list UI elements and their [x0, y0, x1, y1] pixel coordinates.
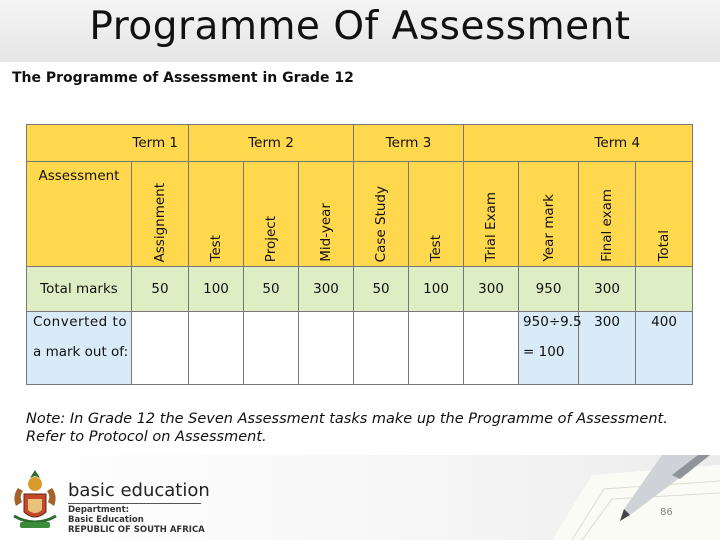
department-block: Department: Basic Education REPUBLIC OF SOUTH AFRICA: [68, 505, 205, 535]
page-subtitle: The Programme of Assessment in Grade 12: [12, 70, 354, 86]
marks-total: [636, 267, 693, 312]
converted-total: 400: [636, 312, 693, 385]
coat-of-arms-icon: [6, 466, 64, 536]
converted-row: [27, 312, 693, 385]
brand-name: basic education: [68, 480, 210, 501]
col-project: Project: [244, 162, 299, 267]
converted-year-mark: 950÷9.5 = 100: [519, 312, 579, 385]
page-number: 86: [660, 507, 673, 518]
marks-case-study: 50: [354, 267, 409, 312]
converted-test-term1: [189, 312, 244, 385]
marks-trial-exam: 300: [464, 267, 519, 312]
assessment-label: Assessment: [27, 162, 132, 267]
col-mid-year: Mid-year: [299, 162, 354, 267]
marks-assignment: 50: [132, 267, 189, 312]
marks-test-term3: 100: [409, 267, 464, 312]
total-marks-label: Total marks: [27, 267, 132, 312]
marks-mid-year: 300: [299, 267, 354, 312]
col-test-term1: Test: [189, 162, 244, 267]
marks-test-term1: 100: [189, 267, 244, 312]
marks-year-mark: 950: [519, 267, 579, 312]
converted-assignment: [132, 312, 189, 385]
term-2-header: Term 2: [189, 125, 354, 162]
converted-label: Converted to a mark out of:: [27, 312, 132, 385]
converted-project: [244, 312, 299, 385]
col-test-term3: Test: [409, 162, 464, 267]
converted-final-exam: 300: [579, 312, 636, 385]
terms-row: [27, 125, 693, 162]
term-3-header: Term 3: [354, 125, 464, 162]
term-4-header: Term 4: [464, 125, 693, 162]
total-marks-row: [27, 267, 693, 312]
converted-case-study: [354, 312, 409, 385]
col-case-study: Case Study: [354, 162, 409, 267]
page-title: Programme Of Assessment: [89, 4, 631, 49]
col-year-mark: Year mark: [519, 162, 579, 267]
col-final-exam: Final exam: [579, 162, 636, 267]
converted-test-term3: [409, 312, 464, 385]
term-1-header: Term 1: [27, 125, 189, 162]
converted-trial-exam: [464, 312, 519, 385]
columns-row: [27, 162, 693, 267]
col-assignment: Assignment: [132, 162, 189, 267]
col-trial-exam: Trial Exam: [464, 162, 519, 267]
col-total: Total: [636, 162, 693, 267]
pen-and-paper-icon: [512, 455, 720, 540]
marks-project: 50: [244, 267, 299, 312]
marks-final-exam: 300: [579, 267, 636, 312]
assessment-table: [26, 124, 693, 385]
converted-mid-year: [299, 312, 354, 385]
assessment-note: Note: In Grade 12 the Seven Assessment tasks make up the Programme of Assessment. Refer to Protocol on Assessment.: [26, 411, 668, 445]
brand-divider: [68, 503, 201, 504]
